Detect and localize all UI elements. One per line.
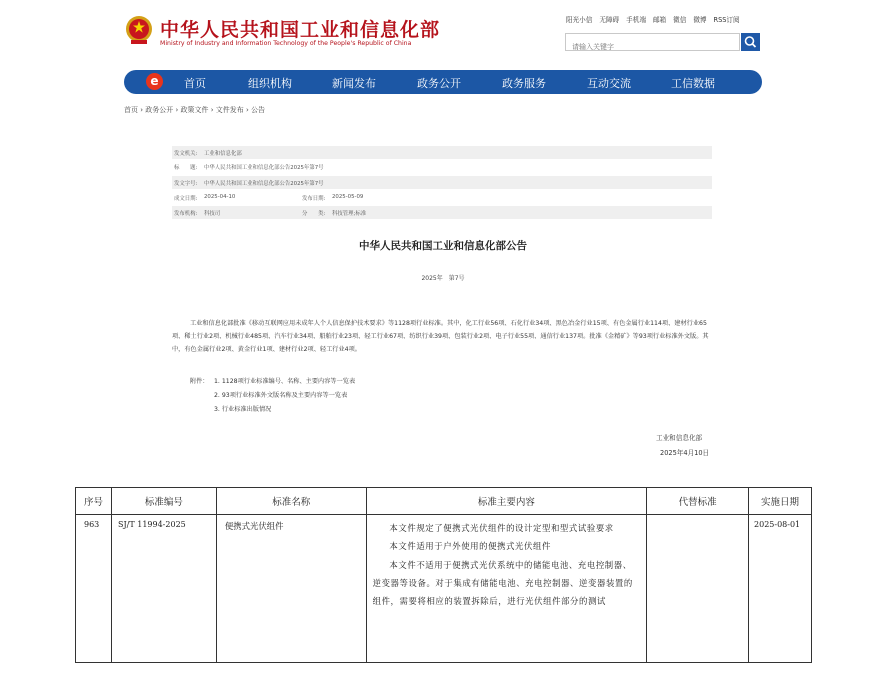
cell-code: SJ/T 11994-2025 xyxy=(111,515,216,663)
info-category-label: 分 类: xyxy=(302,211,326,217)
info-category: 科技管理;标准 xyxy=(332,211,367,217)
info-title: 中华人民共和国工业和信息化部公告2025年第7号 xyxy=(204,165,324,171)
nav-item-interaction[interactable]: 互动交流 xyxy=(587,77,631,90)
signature-date: 2025年4月10日 xyxy=(660,449,710,457)
info-published-label: 发布日期: xyxy=(302,196,326,202)
info-issuer: 工业和信息化部 xyxy=(204,151,242,157)
content-paragraph: 本文件规定了便携式光伏组件的设计定型和型式试验要求 xyxy=(389,523,614,533)
top-link-mail[interactable]: 邮箱 xyxy=(652,16,667,24)
site-subtitle: Ministry of Industry and Information Technology of the People's Republic of China xyxy=(160,40,412,47)
cell-no: 963 xyxy=(76,515,112,663)
content-paragraph: 本文件适用于户外使用的便携式光伏组件 xyxy=(389,541,551,552)
signature-org: 工业和信息化部 xyxy=(656,434,703,442)
info-created: 2025-04-10 xyxy=(204,194,236,200)
info-created-label: 成文日期: xyxy=(174,196,198,202)
top-link-sunshine[interactable]: 阳光小信 xyxy=(566,16,593,24)
cell-date: 2025-08-01 xyxy=(749,515,812,663)
nav-logo-icon[interactable]: e xyxy=(146,73,163,90)
info-issuer-label: 发文机关: xyxy=(174,151,198,157)
top-link-weibo[interactable]: 微博 xyxy=(693,16,707,24)
cell-content xyxy=(366,515,647,663)
search-icon xyxy=(741,33,760,51)
top-link-rss[interactable]: RSS订阅 xyxy=(713,16,740,24)
info-row-dates xyxy=(172,191,712,204)
table-header-row xyxy=(76,488,812,515)
col-header-replaced: 代替标准 xyxy=(647,488,749,515)
info-row-issuer xyxy=(172,146,712,159)
search-field-wrapper xyxy=(565,33,740,51)
attachment-label: 附件： xyxy=(190,378,209,385)
notice-number: 2025年 第7号 xyxy=(421,275,465,282)
top-link-mobile[interactable]: 手机端 xyxy=(626,16,646,24)
col-header-no: 序号 xyxy=(76,488,112,515)
info-row-org xyxy=(172,206,712,219)
cell-name: 便携式光伏组件 xyxy=(216,515,366,663)
info-doc-no-label: 发文字号: xyxy=(174,181,198,187)
top-link-accessibility[interactable]: 无障碍 xyxy=(599,16,620,24)
content-paragraph: 本文件不适用于便携式光伏系统中的储能电池、充电控制器、逆变器等设备。对于集成有储能电池、充电控制器、逆变器装置的组件，需要将相应的装置拆除后，进行光伏组件部分的测试 xyxy=(372,559,633,607)
notice-body: 工业和信息化部批准《移动互联网应用未成年人个人信息保护技术要求》等1128项行业标准。其中，化工行业56项、石化行业34项、黑色冶金行业15项、有色金属行业114项、建材行业65项、稀土行业2项、机械行业485项、汽车行业34项、船舶行业23项、轻工行业67项、纺织行业39项、包装行业2项、电子行业55项、通信行业137项。批准《金精矿》等93项行业标准外文版。其中，有色金属行业2项、黄金行业1项、建材行业2项、轻工行业4项。 xyxy=(172,320,709,353)
search-button[interactable] xyxy=(741,33,760,51)
search-input[interactable] xyxy=(570,39,739,55)
table-row xyxy=(76,515,812,663)
info-org-label: 发布机构: xyxy=(174,211,198,217)
top-link-wechat[interactable]: 微信 xyxy=(673,16,687,24)
nav-item-news[interactable]: 新闻发布 xyxy=(332,77,376,90)
col-header-date: 实施日期 xyxy=(749,488,812,515)
col-header-name: 标准名称 xyxy=(216,488,366,515)
info-title-label: 标 题: xyxy=(174,165,198,171)
site-title[interactable]: 中华人民共和国工业和信息化部 xyxy=(160,19,441,41)
attachment-link-2[interactable]: 2. 93项行业标准外文版名称及主要内容等一览表 xyxy=(214,392,348,399)
info-row-doc-no xyxy=(172,176,712,189)
attachment-link-1[interactable]: 1. 1128项行业标准编号、名称、主要内容等一览表 xyxy=(214,378,356,385)
breadcrumb[interactable]: 首页 › 政务公开 › 政策文件 › 文件发布 › 公告 xyxy=(124,106,265,114)
nav-item-gov-service[interactable]: 政务服务 xyxy=(502,77,546,90)
nav-item-data[interactable]: 工信数据 xyxy=(671,77,715,90)
nav-item-home[interactable]: 首页 xyxy=(184,77,206,90)
info-doc-no: 中华人民共和国工业和信息化部公告2025年第7号 xyxy=(204,181,324,187)
info-org: 科技司 xyxy=(204,211,221,217)
nav-item-gov-affairs[interactable]: 政务公开 xyxy=(417,77,461,90)
col-header-code: 标准编号 xyxy=(111,488,216,515)
standards-table xyxy=(75,487,812,663)
nav-item-organization[interactable]: 组织机构 xyxy=(248,77,292,90)
col-header-content: 标准主要内容 xyxy=(366,488,647,515)
cell-replaced xyxy=(647,515,749,663)
notice-title: 中华人民共和国工业和信息化部公告 xyxy=(359,240,527,252)
info-row-title xyxy=(172,160,712,173)
top-links xyxy=(566,14,740,24)
attachment-link-3[interactable]: 3. 行业标准出版情况 xyxy=(214,406,272,413)
info-published: 2025-05-09 xyxy=(332,194,364,200)
national-emblem-icon xyxy=(124,14,154,46)
